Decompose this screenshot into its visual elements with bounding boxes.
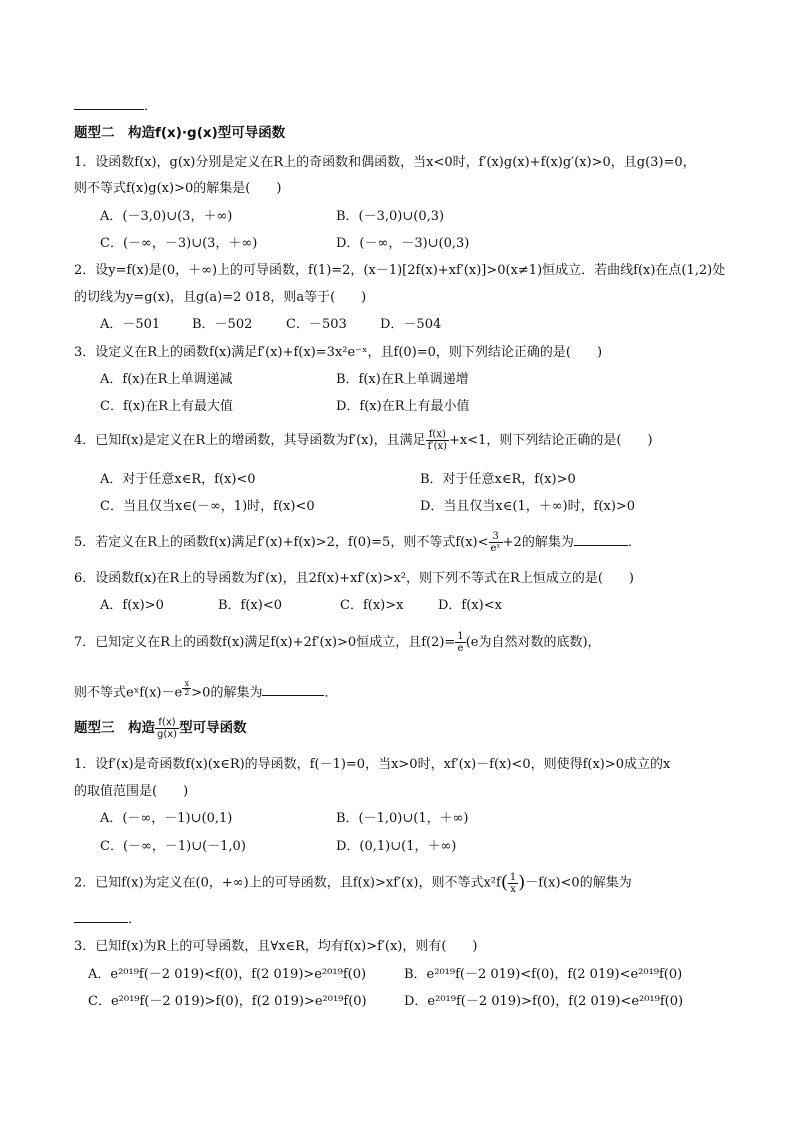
- s3-q3-option-b: B．e²⁰¹⁹f(－2 019)<f(0)，f(2 019)<e²⁰¹⁹f(0): [404, 967, 683, 982]
- s2-q2-line1: 2．设y=f(x)是(0，＋∞)上的可导函数，f(1)=2，(x－1)[2f(x)+xf′(x)]>0(x≠1)恒成立．若曲线f(x)在点(1,2)处: [74, 263, 726, 278]
- fraction-denominator: f′(x): [427, 441, 448, 452]
- s2-q7-prefix: 7．已知定义在R上的函数f(x)满足f(x)+2f′(x)>0恒成立，且f(2)=: [74, 635, 456, 650]
- s2-q1-option-a: A．(－3,0)∪(3，＋∞): [100, 209, 233, 224]
- s3-q3-option-d: D．e²⁰¹⁹f(－2 019)>f(0)，f(2 019)<e²⁰¹⁹f(0): [404, 994, 684, 1009]
- s2-q5-line1: [74, 530, 641, 556]
- s3-q1-line2: 的取值范围是( ): [74, 784, 189, 799]
- s2-q3-option-d: D．f(x)在R上有最小值: [336, 399, 470, 414]
- s2-q3-option-c: C．f(x)在R上有最大值: [100, 399, 234, 414]
- s2-q3-option-a: A．f(x)在R上单调递减: [100, 372, 233, 387]
- s3-q1-option-a: A．(－∞，－1)∪(0,1): [100, 811, 233, 826]
- s2-q7-line2-prefix: 则不等式eˣf(x)－e: [74, 685, 183, 701]
- section3-heading-prefix: 题型三 构造: [74, 720, 155, 736]
- s2-q6-option-b: B．f(x)<0: [218, 598, 283, 613]
- s2-q4-prefix: 4．已知f(x)是定义在R上的增函数，其导函数为f′(x)，且满足: [74, 433, 426, 448]
- fraction-numerator: 1: [509, 871, 517, 883]
- s3-q2-fraction: [508, 872, 518, 895]
- answer-blank: [574, 531, 628, 546]
- fraction-numerator: f(x): [155, 717, 179, 729]
- period: ．: [128, 912, 142, 927]
- fraction-numerator: f(x): [426, 429, 449, 441]
- section3-heading-fraction: [155, 717, 179, 740]
- answer-blank: [74, 908, 128, 923]
- s2-q7-line2: [74, 676, 337, 706]
- s2-q2-option-a: A．－501: [100, 317, 161, 332]
- s3-q1-option-c: C．(－∞，－1)∪(－1,0): [100, 839, 246, 854]
- s2-q6-option-a: A．f(x)>0: [100, 598, 164, 613]
- period: ．: [324, 685, 338, 701]
- s2-q7-suffix: (e为自然对数的底数)，: [465, 635, 601, 650]
- answer-blank: [262, 681, 324, 696]
- period: ．: [144, 99, 158, 114]
- fraction-denominator: eˣ: [490, 543, 501, 554]
- s2-q4-option-b: B．对于任意x∈R，f(x)>0: [420, 472, 576, 487]
- s2-q5-fraction: [489, 531, 503, 554]
- s2-q4-line1: [74, 428, 653, 454]
- s2-q3-line1: 3．设定义在R上的函数f(x)满足f′(x)+f(x)=3x²e⁻ˣ，且f(0)=0，则下列结论正确的是( ): [74, 345, 603, 360]
- fraction-denominator: g(x): [157, 728, 178, 740]
- s2-q1-line1: 1．设函数f(x)，g(x)分别是定义在R上的奇函数和偶函数，当x<0时，f′(x)g(x)+f(x)g′(x)>0，且g(3)=0，: [74, 155, 696, 170]
- fraction-denominator: 2: [184, 688, 190, 697]
- s2-q4-fraction: [426, 429, 449, 452]
- s3-q2-line2: [74, 908, 141, 929]
- s2-q5-prefix: 5．若定义在R上的函数f(x)满足f′(x)+f(x)>2，f(0)=5，则不等式f(x)<: [74, 535, 489, 550]
- top-answer-blank: [74, 95, 157, 116]
- section3-heading: [74, 714, 247, 742]
- s2-q1-option-d: D．(－∞，－3)∪(0,3): [336, 236, 470, 251]
- s3-q1-option-b: B．(－1,0)∪(1，＋∞): [336, 811, 469, 826]
- s2-q6-line1: 6．设函数f(x)在R上的导函数为f′(x)，且2f(x)+xf′(x)>x²，则下列不等式在R上恒成立的是( ): [74, 571, 634, 586]
- s3-q3-option-a: A．e²⁰¹⁹f(－2 019)<f(0)，f(2 019)>e²⁰¹⁹f(0): [88, 967, 367, 982]
- s2-q2-option-d: D．－504: [380, 317, 442, 332]
- section2-heading: 题型二 构造f(x)·g(x)型可导函数: [74, 125, 286, 141]
- s3-q1-option-d: D．(0,1)∪(1，＋∞): [336, 839, 457, 854]
- s2-q7-line1: [74, 630, 601, 656]
- answer-blank: [74, 95, 144, 110]
- period: ．: [627, 535, 641, 550]
- fraction-denominator: e: [457, 643, 464, 654]
- s2-q7-fraction: [455, 631, 465, 654]
- section3-heading-suffix: 型可导函数: [179, 720, 247, 736]
- s2-q1-option-c: C．(－∞，－3)∪(3，＋∞): [100, 236, 258, 251]
- s2-q6-option-d: D．f(x)<x: [438, 598, 502, 613]
- fraction-denominator: x: [510, 883, 516, 895]
- s3-q2-prefix: 2．已知f(x)为定义在(0，+∞)上的可导函数，且f(x)>xf′(x)，则不等式x²f: [74, 875, 501, 891]
- s2-q4-option-a: A．对于任意x∈R，f(x)<0: [100, 472, 256, 487]
- s2-q2-option-b: B．－502: [192, 317, 253, 332]
- exponent-fraction: [182, 680, 191, 697]
- s2-q2-option-c: C．－503: [286, 317, 347, 332]
- s2-q4-option-c: C．当且仅当x∈(－∞，1)时，f(x)<0: [100, 499, 315, 514]
- s3-q2-suffix: －f(x)<0的解集为: [525, 875, 632, 891]
- s3-q1-line1: 1．设f′(x)是奇函数f(x)(x∈R)的导函数，f(－1)=0，当x>0时，xf′(x)－f(x)<0，则使得f(x)>0成立的x: [74, 757, 671, 772]
- s2-q1-line2: 则不等式f(x)g(x)>0的解集是( ): [74, 181, 282, 196]
- s2-q5-suffix: +2的解集为: [502, 535, 574, 550]
- fraction-numerator: 3: [489, 531, 503, 543]
- s2-q7-line2-suffix: >0的解集为: [191, 685, 263, 701]
- s2-q4-suffix: +x<1，则下列结论正确的是( ): [449, 433, 653, 448]
- right-paren: ): [518, 872, 526, 893]
- s2-q6-option-c: C．f(x)>x: [340, 598, 404, 613]
- fraction-numerator: x: [182, 680, 191, 689]
- s2-q4-option-d: D．当且仅当x∈(1，＋∞)时，f(x)>0: [420, 499, 636, 514]
- s3-q3-option-c: C．e²⁰¹⁹f(－2 019)>f(0)，f(2 019)>e²⁰¹⁹f(0): [88, 994, 367, 1009]
- s3-q2-line1: [74, 870, 632, 897]
- fraction-numerator: 1: [457, 631, 464, 642]
- s2-q2-line2: 的切线为y=g(x)，且g(a)=2 018，则a等于( ): [74, 290, 367, 305]
- s3-q3-line1: 3．已知f(x)为R上的可导函数，且∀x∈R，均有f(x)>f′(x)，则有( ): [74, 939, 478, 954]
- s2-q1-option-b: B．(－3,0)∪(0,3): [336, 209, 445, 224]
- s2-q3-option-b: B．f(x)在R上单调递增: [336, 372, 469, 387]
- left-paren: (: [500, 872, 508, 893]
